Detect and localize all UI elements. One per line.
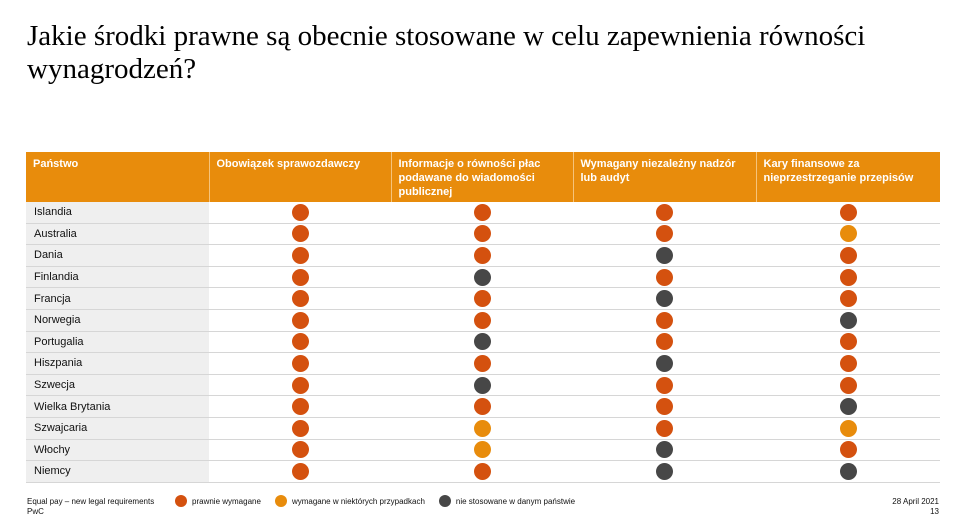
cell-penalties: [756, 439, 940, 461]
none-dot-icon: [656, 355, 673, 372]
legal-dot-icon: [292, 204, 309, 221]
cell-reporting: [209, 266, 391, 288]
cell-penalties: [756, 374, 940, 396]
footer-source-text: Equal pay – new legal requirements: [27, 497, 155, 506]
cell-reporting: [209, 374, 391, 396]
legal-dot-icon: [840, 269, 857, 286]
table-row: [26, 396, 940, 418]
legal-measures-table: [26, 152, 940, 483]
cell-public-info: [391, 309, 573, 331]
country-name: Finlandia: [26, 266, 209, 288]
country-name: Włochy: [26, 439, 209, 461]
partial-dot-icon: [840, 225, 857, 242]
table-row: [26, 288, 940, 310]
cell-reporting: [209, 353, 391, 375]
table-row: [26, 309, 940, 331]
cell-reporting: [209, 461, 391, 483]
cell-audit: [573, 309, 756, 331]
cell-penalties: [756, 266, 940, 288]
country-name: Hiszpania: [26, 353, 209, 375]
cell-reporting: [209, 223, 391, 245]
legend-item-legal: [175, 495, 261, 507]
legal-dot-icon: [656, 269, 673, 286]
cell-audit: [573, 417, 756, 439]
legend: [175, 495, 589, 507]
cell-audit: [573, 266, 756, 288]
cell-public-info: [391, 288, 573, 310]
cell-reporting: [209, 309, 391, 331]
legal-dot-icon: [292, 269, 309, 286]
partial-dot-icon: [474, 441, 491, 458]
legal-dot-icon: [840, 290, 857, 307]
legend-item-partial: [275, 495, 425, 507]
cell-penalties: [756, 461, 940, 483]
legend-label-partial: wymagane w niektórych przypadkach: [291, 496, 425, 506]
cell-reporting: [209, 439, 391, 461]
legal-dot-icon: [656, 333, 673, 350]
cell-public-info: [391, 202, 573, 223]
legend-label-none: nie stosowane w danym państwie: [455, 496, 576, 506]
country-name: Islandia: [26, 202, 209, 223]
cell-penalties: [756, 309, 940, 331]
country-name: Portugalia: [26, 331, 209, 353]
legal-dot-icon: [840, 247, 857, 264]
cell-audit: [573, 223, 756, 245]
footer-meta: [892, 497, 939, 517]
cell-penalties: [756, 223, 940, 245]
table-row: [26, 223, 940, 245]
legend-label-legal: prawnie wymagane: [192, 496, 261, 506]
legal-dot-icon: [292, 333, 309, 350]
country-name: Wielka Brytania: [26, 396, 209, 418]
cell-public-info: [391, 266, 573, 288]
table-row: [26, 461, 940, 483]
legal-dot-icon: [292, 355, 309, 372]
cell-reporting: [209, 202, 391, 223]
cell-reporting: [209, 331, 391, 353]
cell-audit: [573, 353, 756, 375]
legal-dot-icon: [656, 225, 673, 242]
table-row: [26, 331, 940, 353]
legal-dot-icon: [474, 312, 491, 329]
cell-penalties: [756, 245, 940, 267]
legal-dot-icon: [292, 420, 309, 437]
legal-dot-icon: [292, 290, 309, 307]
cell-penalties: [756, 353, 940, 375]
legal-dot-icon: [292, 441, 309, 458]
column-header-reporting: Obowiązek sprawozdawczy: [209, 152, 391, 202]
column-header-country: Państwo: [26, 152, 209, 202]
legal-dot-icon: [840, 204, 857, 221]
none-dot-icon: [474, 333, 491, 350]
legal-dot-icon: [292, 377, 309, 394]
legal-dot-icon: [656, 377, 673, 394]
cell-reporting: [209, 288, 391, 310]
footer-date: 28 April 2021: [892, 497, 939, 506]
none-dot-icon: [656, 441, 673, 458]
cell-penalties: [756, 417, 940, 439]
cell-public-info: [391, 223, 573, 245]
table-row: [26, 374, 940, 396]
none-dot-icon: [656, 247, 673, 264]
footer-source: [27, 497, 154, 517]
legal-dot-icon: [292, 312, 309, 329]
table-row: [26, 266, 940, 288]
cell-penalties: [756, 202, 940, 223]
cell-public-info: [391, 245, 573, 267]
legal-dot-icon: [292, 463, 309, 480]
none-dot-icon: [656, 463, 673, 480]
country-name: Dania: [26, 245, 209, 267]
cell-audit: [573, 202, 756, 223]
cell-audit: [573, 461, 756, 483]
cell-audit: [573, 331, 756, 353]
none-dot-icon: [439, 495, 451, 507]
legal-dot-icon: [292, 225, 309, 242]
legal-dot-icon: [292, 398, 309, 415]
cell-audit: [573, 396, 756, 418]
footer-page-number: 13: [930, 507, 939, 516]
cell-reporting: [209, 245, 391, 267]
page-title: Jakie środki prawne są obecnie stosowane w celu zapewnienia równości wynagrodzeń?: [27, 20, 866, 85]
country-name: Niemcy: [26, 461, 209, 483]
legal-dot-icon: [656, 204, 673, 221]
cell-public-info: [391, 374, 573, 396]
legend-item-none: [439, 495, 575, 507]
legal-dot-icon: [474, 398, 491, 415]
country-name: Szwecja: [26, 374, 209, 396]
partial-dot-icon: [840, 420, 857, 437]
table-header-row: [26, 152, 940, 202]
cell-audit: [573, 245, 756, 267]
table-row: [26, 202, 940, 223]
table-row: [26, 353, 940, 375]
cell-audit: [573, 439, 756, 461]
cell-audit: [573, 288, 756, 310]
legal-dot-icon: [474, 247, 491, 264]
cell-public-info: [391, 417, 573, 439]
legal-dot-icon: [840, 355, 857, 372]
cell-public-info: [391, 396, 573, 418]
cell-public-info: [391, 353, 573, 375]
legal-dot-icon: [840, 377, 857, 394]
none-dot-icon: [474, 377, 491, 394]
legal-dot-icon: [175, 495, 187, 507]
legal-dot-icon: [840, 333, 857, 350]
none-dot-icon: [840, 398, 857, 415]
table-row: [26, 417, 940, 439]
footer-brand: PwC: [27, 507, 44, 516]
country-name: Szwajcaria: [26, 417, 209, 439]
none-dot-icon: [840, 312, 857, 329]
table-row: [26, 439, 940, 461]
country-name: Australia: [26, 223, 209, 245]
cell-audit: [573, 374, 756, 396]
legal-dot-icon: [656, 398, 673, 415]
partial-dot-icon: [474, 420, 491, 437]
partial-dot-icon: [275, 495, 287, 507]
cell-penalties: [756, 396, 940, 418]
cell-penalties: [756, 288, 940, 310]
legal-dot-icon: [474, 355, 491, 372]
legal-dot-icon: [656, 420, 673, 437]
legal-dot-icon: [474, 204, 491, 221]
country-name: Francja: [26, 288, 209, 310]
legal-dot-icon: [292, 247, 309, 264]
legal-dot-icon: [474, 290, 491, 307]
column-header-penalties: Kary finansowe za nieprzestrzeganie przepisów: [756, 152, 940, 202]
column-header-audit: Wymagany niezależny nadzór lub audyt: [573, 152, 756, 202]
none-dot-icon: [840, 463, 857, 480]
none-dot-icon: [656, 290, 673, 307]
cell-public-info: [391, 461, 573, 483]
country-name: Norwegia: [26, 309, 209, 331]
none-dot-icon: [474, 269, 491, 286]
legal-dot-icon: [474, 225, 491, 242]
cell-penalties: [756, 331, 940, 353]
table-body: [26, 202, 940, 482]
legal-dot-icon: [474, 463, 491, 480]
legal-dot-icon: [840, 441, 857, 458]
cell-public-info: [391, 439, 573, 461]
legal-dot-icon: [656, 312, 673, 329]
table-row: [26, 245, 940, 267]
cell-reporting: [209, 417, 391, 439]
cell-reporting: [209, 396, 391, 418]
column-header-public-info: Informacje o równości płac podawane do wiadomości publicznej: [391, 152, 573, 202]
cell-public-info: [391, 331, 573, 353]
